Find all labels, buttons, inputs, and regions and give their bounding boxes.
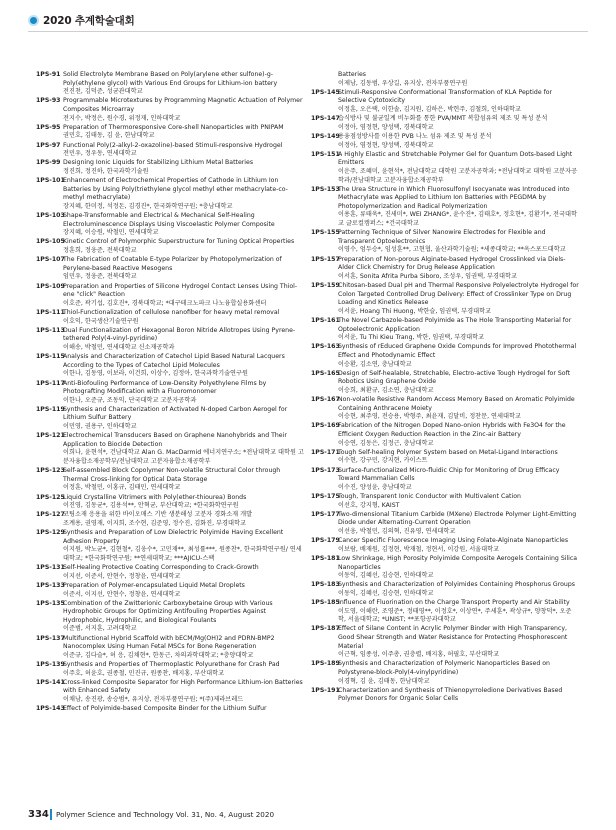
- entry-id: 1PS-179: [311, 537, 340, 545]
- entry-body: [63, 97, 304, 123]
- entry-id: 1PS-153: [311, 185, 340, 193]
- entry-body: [63, 432, 304, 466]
- entry-authors: 이해송, 박철민, 연세대학교 신소재공학과: [63, 343, 175, 351]
- abstract-entry: [36, 177, 304, 211]
- entry-title: Tough Self-healing Polymer System based on Metal-Ligand Interactions: [338, 448, 558, 456]
- entry-body: [63, 705, 304, 714]
- entry-title: The Novel Carbazole-based Polyimide as The Hole Transporting Material for Optoelectronic Application: [338, 316, 572, 333]
- abstract-entry: [36, 309, 304, 326]
- entry-title: Stimuli-Responsive Conformational Transformation of KLA Peptide for Selective Cytotoxicity: [338, 88, 553, 105]
- entry-title: Self-Healing Protective Coating Corresponding to Crack-Growth: [63, 564, 259, 572]
- entry-title: Synthesis of rEduced Graphene Oxide Compunds for Improved Photothermal Effect and Photodynamic Effect: [338, 343, 577, 359]
- entry-body: [63, 564, 304, 581]
- abstract-entry: [311, 282, 579, 316]
- entry-title: Effect of Polyimide-based Composite Binder for the Lithium Sulfur: [63, 705, 267, 713]
- entry-authors: 이영수, 엄두승*, 임성훈**, 고현협, 울산과학기술원; *세종대학교; **옥스포드대학교: [338, 246, 566, 254]
- entry-body: [63, 71, 304, 97]
- entry-authors: 이호익, 한국생산기술연구원: [63, 317, 139, 325]
- entry-id: 1PS-169: [311, 422, 340, 430]
- entry-body: [338, 599, 579, 625]
- entry-authors: 이정훈, 오은택, 이한솔, 김지원, 김하은, 박헌주, 김철희, 인하대학교: [338, 105, 521, 113]
- abstract-entry: [311, 229, 579, 255]
- page-number: 334: [28, 809, 49, 820]
- abstract-entry: [36, 635, 304, 661]
- entry-body: [338, 186, 579, 229]
- entry-authors: 이경혁, 김 윤, 김태동, 한남대학교: [338, 677, 430, 685]
- entry-title: The Urea Structure in Which Fluorosulfonyl Isocyanate was Introduced into Methacrylate was Applied to Lithium Ion Batteries with PEGDMA by Photopolymerization and Radical Polymerization: [338, 185, 570, 210]
- entry-title: Preparation of Non-porous Alginate-based Hydrogel Crosslinked via Diels-Alder Click Chemistry for Drug Release Application: [338, 255, 566, 272]
- entry-title: Design of Self-healable, Stretchable, Electro-active Tough Hydrogel for Soft Robotics Using Graphene Oxide: [338, 369, 571, 386]
- abstract-entry: [311, 343, 579, 369]
- entry-authors: 이승연, 김동은, 김정근, 충남대학교: [338, 439, 434, 447]
- entry-id: 1PS-107: [36, 256, 65, 264]
- entry-body: [63, 159, 304, 176]
- entry-authors: 이선호, 강지형, KAIST: [338, 501, 400, 509]
- entry-body: [63, 467, 304, 493]
- entry-id: 1PS-125: [36, 493, 65, 501]
- entry-id: 1PS-151: [311, 150, 340, 158]
- entry-body: [338, 581, 579, 598]
- entry-title: Thiol-Functionalization of cellulose nanofiber for heavy metal removal: [63, 308, 280, 316]
- entry-authors: 이준규, 김다슬*, 허 응, 김채현*, 한동근, 차의과학대학교; *충양대학교: [63, 651, 254, 659]
- entry-body: [63, 494, 304, 511]
- entry-body: [338, 537, 579, 554]
- entry-authors: 이동익, 김혜선, 김승현, 인하대학교: [338, 572, 434, 580]
- abstract-entry: [311, 133, 579, 150]
- entry-body: [63, 582, 304, 599]
- entry-body: [63, 679, 304, 705]
- entry-title: Preparation and Properties of Silicone Hydrogel Contact Lenses Using Thiol-ene "click" Reaction: [63, 282, 298, 299]
- entry-id: 1PS-123: [36, 467, 65, 475]
- abstract-entry: [36, 600, 304, 634]
- entry-authors: 이서윤, Hoang Thi Huong, 박한슬, 임권택, 부경대학교: [338, 307, 492, 315]
- abstract-entry: [311, 115, 579, 132]
- entry-body: [63, 124, 304, 141]
- entry-title: Combination of the Zwitterionic Carboxybetaine Group with Various Hydrophobic Groups for Optimizing Antifouling Properties Against Hydrophobic, Hydrophilic, and Biological Foulants: [63, 599, 273, 624]
- abstract-entry: [36, 97, 304, 123]
- entry-body: [63, 212, 304, 238]
- entry-body: [63, 380, 304, 406]
- entry-body: [338, 396, 579, 422]
- entry-title: Two-dimensional Titanium Carbide (MXene) Electrode Polymer Light-Emitting Diode under Alternating-Current Operation: [338, 510, 577, 527]
- entry-title: Solid Electrolyte Membrane Based on Poly(arylene ether sulfone)-g-Poly(ethylene glycol) with Various End Groups for Lithium-ion battery: [63, 71, 278, 87]
- entry-id: 1PS-159: [311, 282, 340, 289]
- entry-id: 1PS-109: [36, 282, 65, 290]
- abstract-entry: [311, 511, 579, 537]
- entry-title: Cancer Specific Fluorescence Imaging Using Folate-Alginate Nanoparticles: [338, 537, 569, 545]
- entry-authors: 이용훈, 류태욱*, 진세미*, WEI ZHANG*, 윤수진*, 김태호*, 정호현*, 김환기*, 전국대학교 글로컬캠퍼스; *건국대학교: [338, 211, 577, 228]
- entry-authors: 이한나, 김동영, 이보라, 이건희, 이상수, 김정아, 한국과학기술연구원: [63, 370, 248, 378]
- abstract-entry: [36, 679, 304, 705]
- entry-body: [63, 177, 304, 211]
- entry-authors: 이도영, 이해란, 조영준*, 정태영**, 이정호*, 이상연*, 주세훈*, 곽상규*, 양창덕*, 오준학, 서울대학교; *UNIST; **포항공과대학교: [338, 607, 572, 624]
- abstract-entry: [36, 71, 304, 97]
- entry-body: [63, 406, 304, 432]
- abstract-entry: [36, 432, 304, 466]
- entry-authors: 전진천, 김덕준, 성균관대학교: [63, 88, 143, 96]
- abstract-entry: [311, 581, 579, 598]
- entry-title: A Highly Elastic and Stretchable Polymer Gel for Quantum Dots-based Light Emitters: [338, 150, 573, 167]
- entry-body: [338, 511, 579, 537]
- entry-authors: 이한나, 오준규, 조동익, 단국대학교 고분자공학과: [63, 396, 197, 404]
- entry-title: Tough, Transparent Ionic Conductor with Multivalent Cation: [338, 493, 521, 500]
- entry-title: Analysis and Characterization of Catechol Lipid Based Natural Lacquers According to the Types of Catechol Lipid Molecules: [63, 353, 285, 369]
- entry-id: 1PS-171: [311, 448, 340, 456]
- entry-authors: 이수현, 강구민, 강지현, 카이스트: [338, 457, 428, 465]
- entry-body: [338, 317, 579, 343]
- entry-title: Preparation of Thermoresponsive Core-shell Nanoparticles with PNIPAM: [63, 123, 284, 131]
- entry-id: 1PS-189: [311, 660, 340, 668]
- entry-body: [338, 343, 579, 369]
- bullet-circle-icon: [28, 15, 39, 26]
- entry-authors: 이승환, 김소연, 충남대학교: [338, 360, 412, 368]
- entry-body: [338, 687, 579, 704]
- entry-body: [338, 133, 579, 150]
- entry-id: 1PS-155: [311, 229, 340, 237]
- entry-id: 1PS-103: [36, 212, 65, 220]
- entry-authors: 이근혁, 임종성, 이주총, 권충렬, 배지홍, 허필호, 부산대학교: [338, 651, 500, 659]
- entry-title: Patterning Technique of Silver Nanowire Electrodes for Flexible and Transparent Optoelectronics: [338, 229, 546, 245]
- entry-body: [63, 511, 304, 528]
- entry-body: [338, 467, 579, 493]
- left-column: [36, 71, 304, 714]
- abstract-entry: [36, 511, 304, 528]
- entry-title: Enhancement of Electrochemical Properties of Cathode in Lithium Ion Batteries by Using Poly(triethylene glycol methyl ether methacrylate-co-methyl methacrylate): [63, 177, 288, 202]
- entry-body: [338, 625, 579, 659]
- entry-title: Anti-Biofouling Performance of Low-Density Polyethylene Films by Photografting Modification with a Fluoromonomer: [63, 379, 267, 396]
- entry-id: 1PS-133: [36, 581, 65, 589]
- entry-title: Effect of Silane Content in Acrylic Polymer Binder with High Transparency, Good Shear Strength and Water Resistance for Protecting Phosphorescent Material: [338, 625, 568, 650]
- entry-authors: 이지선, 이준서, 안현수, 정창윤, 연세대학교: [63, 572, 181, 580]
- entry-id: 1PS-91: [36, 71, 61, 78]
- entry-id: 1PS-121: [36, 432, 65, 440]
- entry-body: [63, 256, 304, 282]
- entry-id: 1PS-135: [36, 599, 65, 607]
- abstract-entry: [311, 687, 579, 704]
- abstract-entry: [36, 406, 304, 432]
- entry-id: 1PS-119: [36, 405, 65, 413]
- entry-title: 습식방사 및 불균일계 비누화를 통한 PVA/MMT 복합섬유의 제조 및 특성 분석: [338, 115, 548, 123]
- entry-authors: 이서윤, Tu Thi Kieu Trang, 박한, 임권택, 부경대학교: [338, 334, 485, 342]
- entry-id: 1PS-115: [36, 353, 65, 361]
- entry-authors: 이승희, 최환규, 김소연, 충남대학교: [338, 386, 434, 394]
- entry-id: 1PS-157: [311, 255, 340, 263]
- abstract-entry: [36, 212, 304, 238]
- abstract-entry: [36, 529, 304, 563]
- entry-body: [338, 449, 579, 466]
- entry-body: [338, 422, 579, 448]
- entry-title: Self-assembled Block Copolymer Non-volatile Structural Color through Thermal Cross-linking for Optical Data Storage: [63, 467, 281, 483]
- entry-id: 1PS-113: [36, 326, 65, 334]
- entry-authors: 이준범, 서지훈, 고려대학교: [63, 625, 137, 633]
- entry-title: 코팅소재 응용을 위한 바이오매스 기반 생분해성 고분자 경화소재 개발: [63, 511, 253, 519]
- entry-id: 1PS-163: [311, 343, 340, 351]
- entry-title: Programmable Microtextures by Programming Magnetic Actuation of Polymer Composites Microarray: [63, 97, 303, 113]
- entry-authors: 이정아, 염정현, 양성택, 경북대학교: [338, 123, 434, 131]
- entry-id: 1PS-143: [36, 705, 65, 713]
- entry-body: [338, 151, 579, 185]
- entry-id: 1PS-95: [36, 123, 61, 131]
- entry-id: 1PS-137: [36, 634, 65, 642]
- abstract-entry: [311, 599, 579, 625]
- entry-authors: 이승현, 최주영, 전승용, 박형주, 최윤재, 김달비, 정찬문, 연세대학교: [338, 413, 521, 421]
- entry-id: 1PS-177: [311, 510, 340, 518]
- entry-title: Surface-functionalized Micro-fluidic Chip for Monitoring of Drug Efficacy Toward Mammalian Cells: [338, 466, 560, 483]
- entry-title: 용융점성방사를 이용한 PVB 나노 섬유 제조 및 특성 분석: [338, 132, 492, 140]
- abstract-entry: [36, 238, 304, 255]
- abstract-entry: [36, 661, 304, 678]
- right-column: [311, 71, 579, 705]
- entry-id: 1PS-167: [311, 396, 340, 404]
- abstract-entry: [311, 660, 579, 686]
- abstract-entry: [36, 467, 304, 493]
- entry-title: Synthesis and Properties of Thermoplastic Polyurethane for Crash Pad: [63, 661, 280, 669]
- entry-id: 1PS-185: [311, 599, 340, 607]
- entry-authors: 이수진, 양성윤, 충남대학교: [338, 483, 412, 491]
- entry-id: 1PS-181: [311, 554, 340, 562]
- journal-citation: Polymer Science and Technology Vol. 31, No. 4, August 2020: [56, 810, 275, 819]
- entry-title: Dual Functionalization of Hexagonal Boron Nitride Allotropes Using Pyrene-tethered Poly(4-vinyl-pyridine): [63, 326, 296, 343]
- entry-authors: 장지혜, 한미정, 석정돈, 김경진*, 한국화학연구원; *충남대학교: [63, 202, 233, 210]
- entry-authors: 이정훈, 박철민, 이홍규, 김태민, 연세대학교: [63, 484, 181, 492]
- entry-title: Synthesis and Characterization of Polymeric Nanoparticles Based on Polystyrene-block-Poly(4-vinylpyridine): [338, 660, 550, 677]
- entry-authors: 권민호, 김태동, 김 윤, 한남대학교: [63, 132, 155, 140]
- entry-body: [338, 555, 579, 581]
- entry-id: 1PS-173: [311, 466, 340, 474]
- entry-authors: 정진희, 정진하, 한국과학기술원: [63, 167, 149, 175]
- entry-body: [63, 529, 304, 563]
- entry-body: [63, 600, 304, 634]
- entry-id: 1PS-131: [36, 564, 65, 572]
- entry-id: 1PS-141: [36, 678, 65, 686]
- entry-authors: 이진영, 김동균*, 김용석**, 안혁균, 부산대학교; *한국화학연구원: [63, 502, 239, 510]
- entry-id: 1PS-183: [311, 581, 340, 589]
- entry-title: Fabrication of the Nitrogen Doped Nano-onion Hybrids with Fe3O4 for the Efficient Oxygen Reduction Reaction in the Zinc-air Battery: [338, 422, 566, 439]
- abstract-entry: [36, 380, 304, 406]
- entry-id: 1PS-147: [311, 115, 340, 123]
- abstract-entry: [36, 159, 304, 176]
- entry-title: Synthesis and Preparation of Low Dielectric Polyimide Having Excellent Adhesion Property: [63, 529, 284, 545]
- abstract-entry: [36, 564, 304, 581]
- page-footer: [0, 807, 616, 823]
- entry-id: 1PS-117: [36, 379, 65, 387]
- entry-title: Liquid Crystalline Vitrimers with Poly(ether-thiourea) Bonds: [63, 493, 247, 501]
- entry-authors: 이운주, 조혜미, 윤현석*, 전남대학교 대학원 고분자공학과; *전남대학교 대학원 고분자공학과/전남대학교 고분자융합소재공학부: [338, 167, 578, 184]
- entry-body: [63, 353, 304, 379]
- entry-authors: 이호준, 곽기섭, 김호진*, 경북대학교; *대구테크노파크 나노융합실용화센터: [63, 299, 267, 307]
- entry-authors: 이주호, 허윤호, 권종철, 민진규, 원종찬, 배지홍, 부산대학교: [63, 669, 225, 677]
- abstract-entry: [36, 353, 304, 379]
- entry-id: 1PS-165: [311, 369, 340, 377]
- entry-authors: 전민우, 정우동, 연세대학교: [63, 150, 137, 158]
- entry-body: [338, 89, 579, 115]
- abstract-entry: [311, 89, 579, 115]
- entry-title: Low Shrinkage, High Porosity Polyimide Composite Aerogels Containing Silica Nanoparticles: [338, 554, 578, 571]
- entry-body: [338, 282, 579, 316]
- entry-id: 1PS-187: [311, 625, 340, 633]
- entry-body: [338, 370, 579, 396]
- abstract-entry: [311, 493, 579, 510]
- abstract-entry: [311, 151, 579, 185]
- entry-id: 1PS-127: [36, 511, 65, 519]
- entry-title: Synthesis and Characterization of Activated N-doped Carbon Aerogel for Lithium Sulfur Battery: [63, 405, 288, 422]
- abstract-entry: [311, 625, 579, 659]
- page-header-title: 2020 추계학술대회: [43, 14, 135, 27]
- entry-title: Multifunctional Hybrid Scaffold with bECM/Mg(OH)2 and PDRN-BMP2 Nanocomplex Using Human Fetal MSCs for Bone Regeneration: [63, 634, 275, 651]
- entry-authors: 이보람, 배재원, 김정현, 박재철, 정현서, 이강원, 서울대학교: [338, 545, 500, 553]
- entry-body: [63, 142, 304, 159]
- entry-id: 1PS-191: [311, 686, 340, 694]
- entry-title: Non-volatile Resistive Random Access Memory Based on Aromatic Polyimide Containing Anthracene Moiety: [338, 396, 575, 412]
- entry-body: [63, 635, 304, 661]
- entry-title: Electrochemical Transducers Based on Graphene Nanohybrids and Their Application to Biocide Detection: [63, 432, 287, 448]
- entry-body: [63, 661, 304, 678]
- entry-title: Designing Ionic Liquids for Stabilizing Lithium Metal Batteries: [63, 159, 254, 167]
- abstract-entry: [36, 124, 304, 141]
- abstract-entry: [36, 705, 304, 714]
- abstract-entry: [36, 283, 304, 309]
- abstract-entry: [311, 555, 579, 581]
- entry-authors: 장지혜, 이승원, 박철민, 연세대학교: [63, 229, 159, 237]
- entry-title: Chitosan-based Dual pH and Thermal Responsive Polyelectrolyte Hydrogel for Colon Targeted Controlled Drug Delivery: Effect of Crosslinker Type on Drug Loading and Kinetics Release: [338, 282, 579, 307]
- entry-body: [63, 283, 304, 309]
- entry-authors: 임민우, 정웅준, 전북대학교: [63, 273, 137, 281]
- entry-title: Cross-linked Composite Separator for High Performance Lithium-ion Batteries with Enhanced Safety: [63, 678, 303, 695]
- entry-authors: 정훈희, 정웅준, 전북대학교: [63, 247, 137, 255]
- page-header: [28, 12, 135, 28]
- abstract-entry: [311, 396, 579, 422]
- entry-body: [63, 327, 304, 353]
- entry-id: 1PS-145: [311, 88, 340, 96]
- entry-body: [338, 229, 579, 255]
- abstract-entry: [311, 71, 579, 88]
- abstract-entry: [311, 186, 579, 229]
- entry-authors: 이선웅, 박철민, 김의혁, 진유영, 연세대학교: [338, 527, 456, 535]
- entry-id: [311, 71, 338, 88]
- entry-authors: 전지수, 박정은, 원수경, 위정재, 인하대학교: [63, 114, 181, 122]
- entry-authors: 이서훈, Sonita Afrita Purba Siboro, 조성우, 임권택, 부경대학교: [338, 272, 517, 280]
- entry-authors: 조계용, 권영재, 이지희, 조수현, 김준영, 정수진, 김화진, 부경대학교: [63, 519, 246, 527]
- abstract-entry: [36, 142, 304, 159]
- entry-id: 1PS-99: [36, 159, 61, 167]
- footer-divider: [50, 809, 52, 820]
- abstract-entry: [311, 467, 579, 493]
- abstract-entry: [36, 327, 304, 353]
- entry-title: Characterization and Synthesis of Thienopyrroledione Derivatives Based Polymer Donors for Organic Solar Cells: [338, 686, 563, 703]
- entry-authors: 이동익, 김혜선, 김승현, 인하대학교: [338, 589, 434, 597]
- header-divider: [28, 31, 588, 32]
- entry-title: Synthesis and Characterization of Polyimides Containing Phosphorus Groups: [338, 581, 575, 589]
- abstract-entry: [311, 370, 579, 396]
- entry-authors: 이희나, 윤현석*, 건남대학교 Alan G. MacDarmid 에너지연구소; *전남대학교 대학원 고분자융합소재공학부/전남대학교 고분자융합소재공학부: [63, 449, 304, 466]
- abstract-entry: [311, 449, 579, 466]
- entry-title: Batteries: [338, 71, 366, 78]
- entry-id: 1PS-139: [36, 661, 65, 669]
- entry-body: [338, 660, 579, 686]
- abstract-entry: [36, 582, 304, 599]
- entry-title: Shape-Transformable and Electrical & Mechanical Self-Healing Electroluminescence Displays Using Viscoelastic Polymer Composite: [63, 212, 275, 228]
- abstract-entry: [311, 317, 579, 343]
- entry-title: Influence of Fluorination on the Charge Transport Property and Air Stability: [338, 599, 570, 607]
- entry-id: 1PS-101: [36, 177, 65, 185]
- entry-body: [63, 238, 304, 255]
- entry-body: [338, 115, 579, 132]
- abstract-entry: [311, 537, 579, 554]
- entry-id: 1PS-149: [311, 132, 340, 140]
- entry-id: 1PS-97: [36, 141, 61, 149]
- entry-authors: 이민영, 권용구, 인하대학교: [63, 423, 137, 431]
- abstract-entry: [36, 494, 304, 511]
- entry-authors: 이제남, 김동범, 우상길, 유지상, 전자부품연구원: [338, 79, 468, 87]
- entry-title: Functional Poly(2-alkyl-2-oxazoline)-based Stimuli-responsive Hydrogel: [63, 141, 283, 149]
- entry-id: 1PS-105: [36, 238, 65, 246]
- abstract-entry: [311, 256, 579, 282]
- entry-title: Preparation of Polymer-encapsulated Liquid Metal Droplets: [63, 581, 245, 589]
- entry-title: The Fabrication of Coatable E-type Polarizer by Photopolymerization of Perylene-based Reactive Mesogens: [63, 256, 282, 272]
- entry-id: 1PS-161: [311, 316, 340, 324]
- abstract-entry: [311, 422, 579, 448]
- entry-id: 1PS-129: [36, 529, 65, 537]
- entry-id: 1PS-175: [311, 493, 340, 500]
- entry-id: 1PS-93: [36, 97, 61, 105]
- entry-body: [338, 256, 579, 282]
- entry-authors: 이채남, 송진광, 송승범*, 유지상, 전자부품연구원; *(주)제라브레드: [63, 696, 244, 703]
- entry-id: 1PS-111: [36, 308, 65, 316]
- entry-body: [338, 493, 579, 510]
- entry-body: [338, 71, 579, 88]
- entry-body: [63, 309, 304, 326]
- entry-authors: 이준서, 이지선, 안현수, 정창윤, 연세대학교: [63, 590, 181, 598]
- entry-title: Kinetic Control of Polymorphic Superstructure for Tuning Optical Properties: [63, 238, 295, 246]
- entry-authors: 이정아, 염정현, 양성택, 경북대학교: [338, 141, 434, 149]
- abstract-entry: [36, 256, 304, 282]
- entry-authors: 이지원, 박노균*, 김현철*, 김웅수*, 고민재**, 최성률***, 원종찬*, 한국화학연구원/ 연세대학교; *한국화학연구원; **연세대학교; ***AJICU-스팩: [63, 546, 302, 562]
